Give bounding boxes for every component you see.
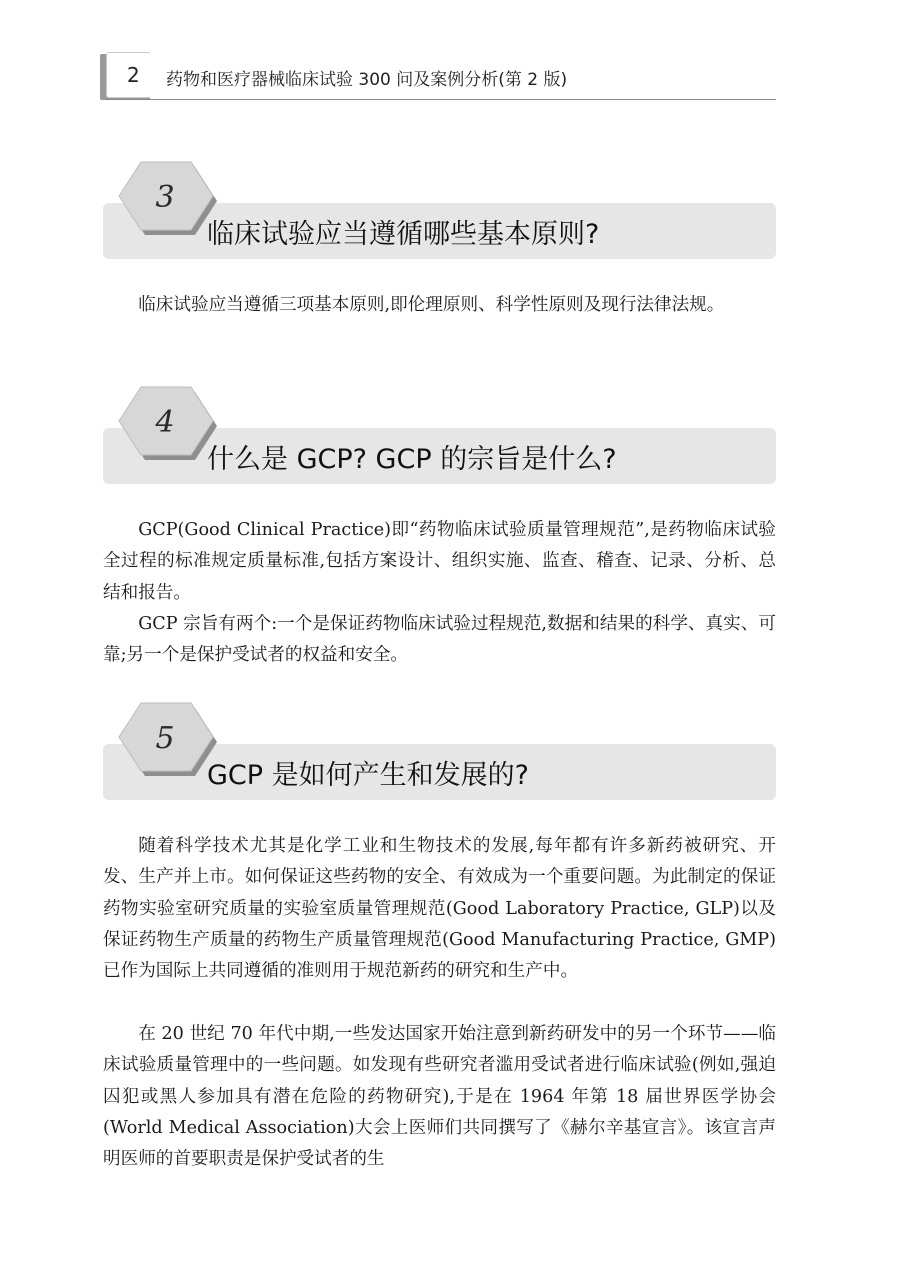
body-paragraph: GCP 宗旨有两个:一个是保证药物临床试验过程规范,数据和结果的科学、真实、可靠;另一个是保护受试者的权益和安全。 [103, 614, 776, 666]
question-heading [103, 701, 776, 801]
question-title: 什么是 GCP? GCP 的宗旨是什么? [207, 444, 617, 475]
running-title: 药物和医疗器械临床试验 300 问及案例分析(第 2 版) [166, 70, 568, 90]
page-number: 2 [127, 63, 140, 87]
running-header [100, 52, 776, 102]
body-paragraph: 在 20 世纪 70 年代中期,一些发达国家开始注意到新药研发中的另一个环节——临床试验质量管理中的一些问题。如发现有些研究者滥用受试者进行临床试验(例如,强迫囚犯或黑人参加具有潜在危险的药物研究),于是在 1964 年第 18 届世界医学协会(World Medical Association)大会上医师们共同撰写了《赫尔辛基宣言》。该宣言声明医师的首要职责是保护受试者的生 [103, 1024, 776, 1170]
hexagon-number-badge [119, 701, 215, 783]
question-title: GCP 是如何产生和发展的? [207, 760, 529, 791]
question-number: 3 [155, 180, 175, 215]
page-tab [106, 52, 150, 98]
body-paragraph: 随着科学技术尤其是化学工业和生物技术的发展,每年都有许多新药被研究、开发、生产并上市。如何保证这些药物的安全、有效成为一个重要问题。为此制定的保证药物实验室研究质量的实验室质量管理规范(Good Laboratory Practice, GLP)以及保证药物生产质量的药物生产质量管理规范(Good Manufacturing Practice, GMP)已作为国际上共同遵循的准则用于规范新药的研究和生产中。 [103, 836, 776, 982]
question-number: 5 [155, 721, 175, 756]
hexagon-number-badge [119, 160, 215, 242]
question-number: 4 [155, 405, 175, 440]
body-paragraph: 临床试验应当遵循三项基本原则,即伦理原则、科学性原则及现行法律法规。 [138, 295, 725, 315]
header-rule [106, 99, 776, 100]
hexagon-number-badge [119, 385, 215, 467]
question-heading [103, 385, 776, 485]
question-heading [103, 160, 776, 260]
question-title: 临床试验应当遵循哪些基本原则? [207, 219, 600, 250]
body-paragraph: GCP(Good Clinical Practice)即“药物临床试验质量管理规范”,是药物临床试验全过程的标准规定质量标准,包括方案设计、组织实施、监查、稽查、记录、分析、总结和报告。 [103, 520, 776, 603]
